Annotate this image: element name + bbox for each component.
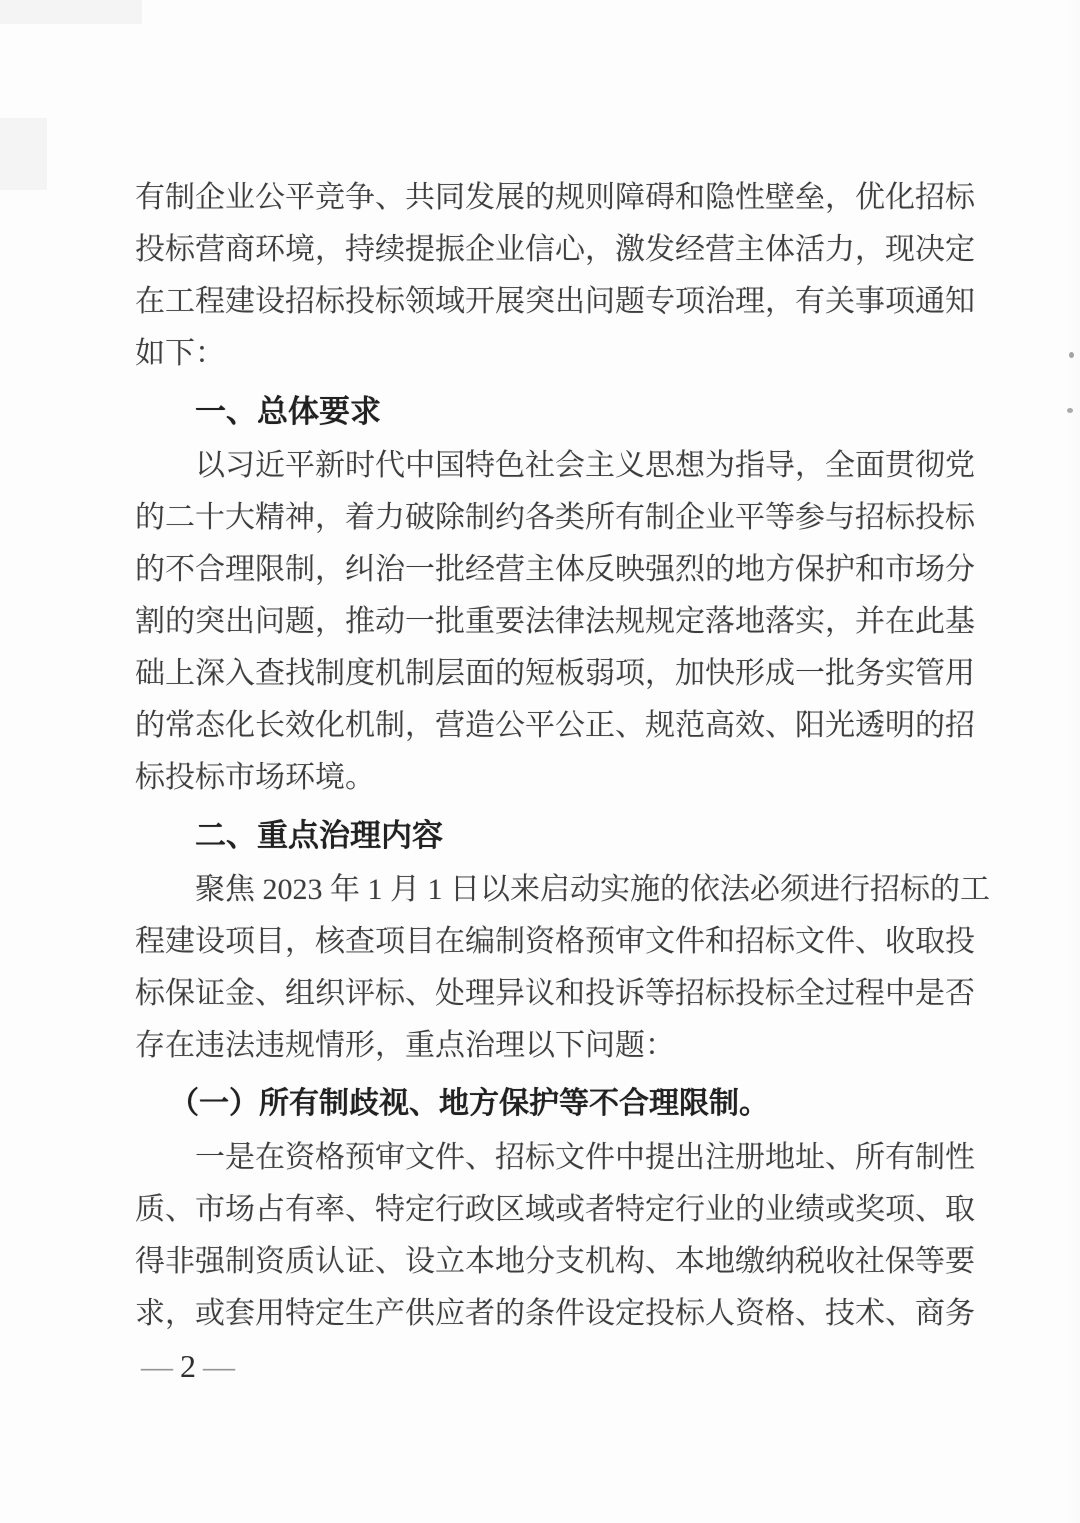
- section-heading: 二、重点治理内容: [195, 818, 443, 853]
- page-footer: [141, 1340, 235, 1392]
- paragraph-line: 标保证金、组织评标、处理异议和投诉等招标投标全过程中是否: [135, 977, 975, 1010]
- document-body: [135, 172, 990, 1340]
- paragraph-line: 如下：: [135, 337, 225, 370]
- paragraph-line: 存在违法违规情形，重点治理以下问题：: [135, 1029, 675, 1062]
- scan-speck: [1069, 352, 1074, 358]
- scan-artifact-left-block: [0, 118, 47, 190]
- paragraph-line: 标投标市场环境。: [135, 761, 375, 794]
- scan-edge-shade: [1066, 0, 1080, 1523]
- paragraph-line: 割的突出问题，推动一批重要法律法规规定落地落实，并在此基: [135, 605, 975, 638]
- paragraph-line: 的常态化长效化机制，营造公平公正、规范高效、阳光透明的招: [135, 709, 975, 742]
- paragraph-line: 求，或套用特定生产供应者的条件设定投标人资格、技术、商务: [135, 1297, 975, 1330]
- section-heading: （一）所有制歧视、地方保护等不合理限制。: [169, 1087, 769, 1120]
- scan-artifact-top-left-bar: [0, 0, 142, 24]
- page-number: 2: [180, 1348, 196, 1384]
- paragraph-line: 一是在资格预审文件、招标文件中提出注册地址、所有制性: [195, 1141, 975, 1174]
- paragraph-line: 投标营商环境，持续提振企业信心，激发经营主体活力，现决定: [135, 233, 975, 266]
- paragraph-line: 质、市场占有率、特定行政区域或者特定行业的业绩或奖项、取: [135, 1193, 975, 1226]
- paragraph-line: 的不合理限制，纠治一批经营主体反映强烈的地方保护和市场分: [135, 553, 975, 586]
- footer-dash-right: —: [203, 1348, 235, 1384]
- paragraph-line: 聚焦 2023 年 1 月 1 日以来启动实施的依法必须进行招标的工: [195, 873, 990, 906]
- paragraph-line: 础上深入查找制度机制层面的短板弱项，加快形成一批务实管用: [135, 657, 975, 690]
- paragraph-line: 在工程建设招标投标领域开展突出问题专项治理，有关事项通知: [135, 285, 975, 318]
- paragraph-line: 的二十大精神，着力破除制约各类所有制企业平等参与招标投标: [135, 501, 975, 534]
- footer-dash-left: —: [141, 1348, 173, 1384]
- scan-speck: [1067, 408, 1073, 413]
- paragraph-line: 有制企业公平竞争、共同发展的规则障碍和隐性壁垒，优化招标: [135, 181, 975, 214]
- paragraph-line: 以习近平新时代中国特色社会主义思想为指导，全面贯彻党: [195, 449, 975, 482]
- paragraph-line: 得非强制资质认证、设立本地分支机构、本地缴纳税收社保等要: [135, 1245, 975, 1278]
- section-heading: 一、总体要求: [195, 394, 381, 429]
- paragraph-line: 程建设项目，核查项目在编制资格预审文件和招标文件、收取投: [135, 925, 975, 958]
